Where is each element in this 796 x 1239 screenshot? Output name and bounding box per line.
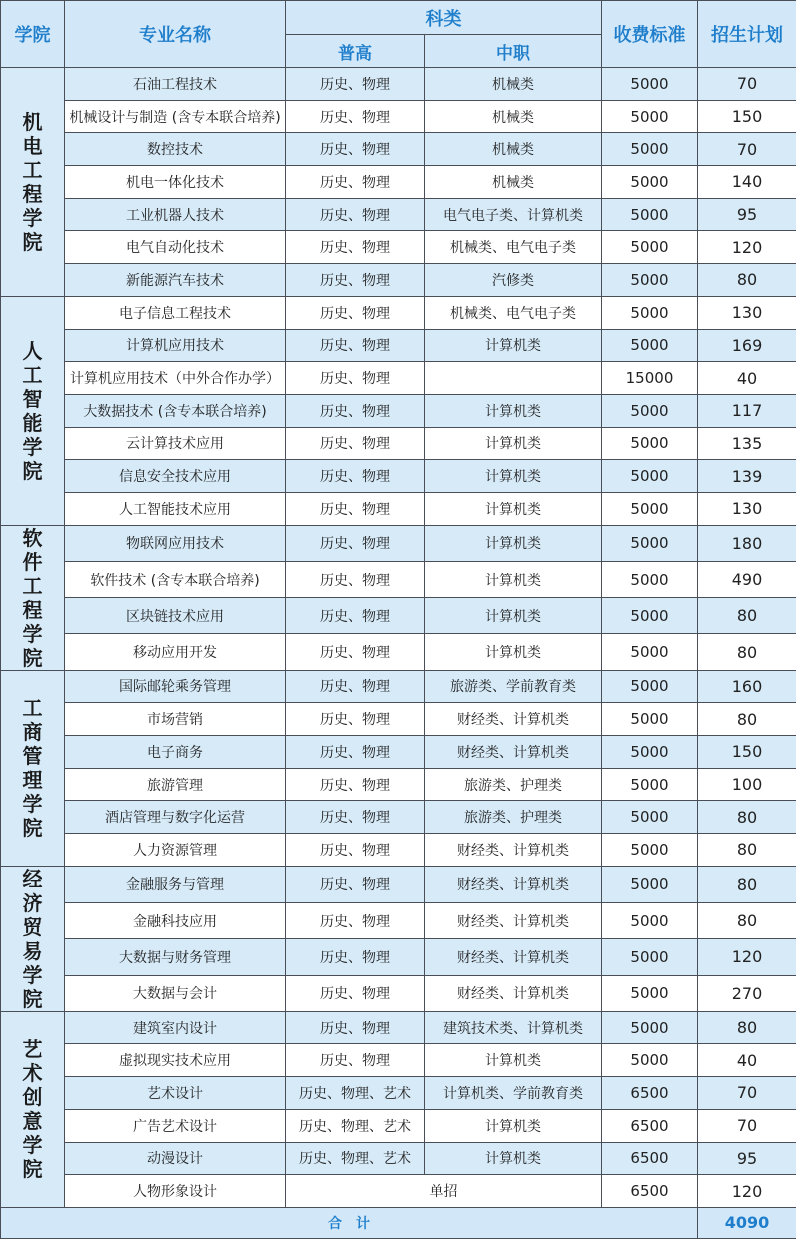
major-cell: 虚拟现实技术应用 <box>65 1044 286 1077</box>
total-label: 合 计 <box>1 1207 698 1238</box>
table-row <box>1 264 796 297</box>
plan-cell: 70 <box>698 1109 796 1142</box>
major-cell: 计算机应用技术（中外合作办学） <box>65 362 286 395</box>
general-subjects-cell: 历史、物理 <box>286 866 425 902</box>
table-row <box>1 1077 796 1110</box>
general-subjects-cell: 历史、物理 <box>286 394 425 427</box>
vocational-category-cell: 计算机类 <box>425 427 602 460</box>
table-row <box>1 634 796 670</box>
plan-cell: 490 <box>698 561 796 597</box>
vocational-category-cell: 计算机类 <box>425 1044 602 1077</box>
plan-cell: 130 <box>698 296 796 329</box>
table-row <box>1 492 796 525</box>
fee-cell: 5000 <box>602 939 698 975</box>
major-cell: 机械设计与制造 (含专本联合培养) <box>65 100 286 133</box>
plan-cell: 270 <box>698 975 796 1011</box>
fee-cell: 5000 <box>602 703 698 736</box>
plan-cell: 80 <box>698 598 796 634</box>
vocational-category-cell: 财经类、计算机类 <box>425 834 602 867</box>
major-cell: 电子商务 <box>65 736 286 769</box>
fee-cell: 5000 <box>602 1044 698 1077</box>
vocational-category-cell: 计算机类 <box>425 598 602 634</box>
table-row <box>1 903 796 939</box>
table-row <box>1 703 796 736</box>
general-subjects-cell: 历史、物理 <box>286 939 425 975</box>
major-cell: 新能源汽车技术 <box>65 264 286 297</box>
general-subjects-cell: 历史、物理 <box>286 703 425 736</box>
fee-cell: 5000 <box>602 264 698 297</box>
table-row <box>1 1044 796 1077</box>
fee-cell: 6500 <box>602 1142 698 1175</box>
fee-cell: 5000 <box>602 866 698 902</box>
fee-cell: 5000 <box>602 561 698 597</box>
major-cell: 人物形象设计 <box>65 1175 286 1208</box>
table-row <box>1 1142 796 1175</box>
table-row <box>1 1109 796 1142</box>
table-row <box>1 736 796 769</box>
table-row <box>1 231 796 264</box>
plan-cell: 169 <box>698 329 796 362</box>
major-header: 专业名称 <box>65 1 286 68</box>
fee-cell: 5000 <box>602 100 698 133</box>
general-subjects-cell: 历史、物理 <box>286 903 425 939</box>
plan-cell: 70 <box>698 1077 796 1110</box>
fee-cell: 5000 <box>602 492 698 525</box>
general-subjects-cell: 历史、物理 <box>286 975 425 1011</box>
general-subjects-cell: 历史、物理 <box>286 460 425 493</box>
plan-cell: 95 <box>698 198 796 231</box>
major-cell: 人工智能技术应用 <box>65 492 286 525</box>
college-name <box>1 670 65 866</box>
admission-type-cell: 单招 <box>286 1175 602 1208</box>
vocational-category-cell: 机械类 <box>425 133 602 166</box>
fee-cell: 5000 <box>602 1011 698 1044</box>
plan-cell: 40 <box>698 1044 796 1077</box>
fee-cell: 5000 <box>602 329 698 362</box>
vocational-category-cell: 财经类、计算机类 <box>425 703 602 736</box>
plan-cell: 95 <box>698 1142 796 1175</box>
plan-cell: 80 <box>698 834 796 867</box>
table-row <box>1 939 796 975</box>
college-name <box>1 1011 65 1207</box>
general-subjects-cell: 历史、物理、艺术 <box>286 1077 425 1110</box>
general-subjects-cell: 历史、物理 <box>286 166 425 199</box>
plan-cell: 130 <box>698 492 796 525</box>
general-subjects-cell: 历史、物理 <box>286 133 425 166</box>
fee-cell: 5000 <box>602 634 698 670</box>
fee-cell: 5000 <box>602 525 698 561</box>
college-name-text: 机电工程学院 <box>22 110 44 254</box>
major-cell: 金融科技应用 <box>65 903 286 939</box>
vocational-category-cell: 计算机类 <box>425 525 602 561</box>
fee-cell: 5000 <box>602 598 698 634</box>
plan-cell: 80 <box>698 1011 796 1044</box>
major-cell: 区块链技术应用 <box>65 598 286 634</box>
college-name <box>1 525 65 670</box>
fee-cell: 5000 <box>602 903 698 939</box>
table-body <box>1 68 796 1208</box>
plan-cell: 80 <box>698 264 796 297</box>
plan-cell: 40 <box>698 362 796 395</box>
plan-cell: 100 <box>698 768 796 801</box>
general-header: 普高 <box>286 35 425 68</box>
major-cell: 石油工程技术 <box>65 68 286 101</box>
plan-cell: 120 <box>698 939 796 975</box>
general-subjects-cell: 历史、物理、艺术 <box>286 1109 425 1142</box>
vocational-category-cell: 财经类、计算机类 <box>425 939 602 975</box>
table-row <box>1 561 796 597</box>
general-subjects-cell: 历史、物理 <box>286 100 425 133</box>
vocational-category-cell: 计算机类 <box>425 634 602 670</box>
general-subjects-cell: 历史、物理 <box>286 670 425 703</box>
general-subjects-cell: 历史、物理 <box>286 634 425 670</box>
college-name <box>1 296 65 525</box>
plan-cell: 160 <box>698 670 796 703</box>
vocational-category-cell: 财经类、计算机类 <box>425 975 602 1011</box>
major-cell: 大数据技术 (含专本联合培养) <box>65 394 286 427</box>
vocational-category-cell: 机械类、电气电子类 <box>425 231 602 264</box>
vocational-category-cell: 财经类、计算机类 <box>425 903 602 939</box>
fee-cell: 5000 <box>602 801 698 834</box>
college-name-text: 工商管理学院 <box>22 696 44 840</box>
general-subjects-cell: 历史、物理 <box>286 561 425 597</box>
fee-cell: 5000 <box>602 133 698 166</box>
table-row <box>1 866 796 902</box>
vocational-category-cell: 汽修类 <box>425 264 602 297</box>
plan-cell: 70 <box>698 133 796 166</box>
general-subjects-cell: 历史、物理、艺术 <box>286 1142 425 1175</box>
major-cell: 建筑室内设计 <box>65 1011 286 1044</box>
vocational-category-cell: 电气电子类、计算机类 <box>425 198 602 231</box>
major-cell: 国际邮轮乘务管理 <box>65 670 286 703</box>
table-row <box>1 1175 796 1208</box>
plan-cell: 120 <box>698 1175 796 1208</box>
general-subjects-cell: 历史、物理 <box>286 801 425 834</box>
table-row <box>1 670 796 703</box>
vocational-category-cell: 计算机类 <box>425 1142 602 1175</box>
major-cell: 大数据与财务管理 <box>65 939 286 975</box>
general-subjects-cell: 历史、物理 <box>286 198 425 231</box>
table-row <box>1 975 796 1011</box>
table-row <box>1 768 796 801</box>
major-cell: 酒店管理与数字化运营 <box>65 801 286 834</box>
general-subjects-cell: 历史、物理 <box>286 296 425 329</box>
vocational-category-cell: 旅游类、学前教育类 <box>425 670 602 703</box>
fee-cell: 5000 <box>602 427 698 460</box>
major-cell: 人力资源管理 <box>65 834 286 867</box>
table-row <box>1 329 796 362</box>
general-subjects-cell: 历史、物理 <box>286 231 425 264</box>
fee-cell: 5000 <box>602 68 698 101</box>
fee-cell: 5000 <box>602 834 698 867</box>
table-row <box>1 801 796 834</box>
fee-cell: 5000 <box>602 768 698 801</box>
major-cell: 艺术设计 <box>65 1077 286 1110</box>
major-cell: 电气自动化技术 <box>65 231 286 264</box>
fee-cell: 15000 <box>602 362 698 395</box>
fee-cell: 5000 <box>602 670 698 703</box>
plan-cell: 70 <box>698 68 796 101</box>
general-subjects-cell: 历史、物理 <box>286 264 425 297</box>
major-cell: 广告艺术设计 <box>65 1109 286 1142</box>
table-row <box>1 834 796 867</box>
vocational-header: 中职 <box>425 35 602 68</box>
vocational-category-cell: 计算机类 <box>425 561 602 597</box>
fee-cell: 5000 <box>602 166 698 199</box>
vocational-category-cell: 机械类 <box>425 166 602 199</box>
vocational-category-cell: 机械类 <box>425 68 602 101</box>
plan-cell: 150 <box>698 736 796 769</box>
fee-cell: 5000 <box>602 231 698 264</box>
college-name-text: 人工智能学院 <box>22 339 44 483</box>
table-row <box>1 598 796 634</box>
vocational-category-cell: 旅游类、护理类 <box>425 801 602 834</box>
plan-cell: 117 <box>698 394 796 427</box>
fee-cell: 5000 <box>602 394 698 427</box>
college-name-text: 经济贸易学院 <box>22 867 44 1011</box>
plan-cell: 120 <box>698 231 796 264</box>
college-header: 学院 <box>1 1 65 68</box>
college-name <box>1 866 65 1011</box>
major-cell: 金融服务与管理 <box>65 866 286 902</box>
table-row <box>1 100 796 133</box>
plan-cell: 80 <box>698 703 796 736</box>
fee-header: 收费标准 <box>602 1 698 68</box>
plan-cell: 80 <box>698 801 796 834</box>
college-name <box>1 68 65 297</box>
table-row <box>1 166 796 199</box>
vocational-category-cell: 计算机类 <box>425 492 602 525</box>
plan-cell: 80 <box>698 903 796 939</box>
general-subjects-cell: 历史、物理 <box>286 329 425 362</box>
plan-header: 招生计划 <box>698 1 796 68</box>
major-cell: 软件技术 (含专本联合培养) <box>65 561 286 597</box>
fee-cell: 6500 <box>602 1077 698 1110</box>
vocational-category-cell: 计算机类 <box>425 1109 602 1142</box>
vocational-category-cell: 旅游类、护理类 <box>425 768 602 801</box>
fee-cell: 5000 <box>602 975 698 1011</box>
table-row <box>1 362 796 395</box>
table-row <box>1 525 796 561</box>
fee-cell: 5000 <box>602 296 698 329</box>
major-cell: 机电一体化技术 <box>65 166 286 199</box>
major-cell: 物联网应用技术 <box>65 525 286 561</box>
table-row <box>1 460 796 493</box>
major-cell: 计算机应用技术 <box>65 329 286 362</box>
table-row <box>1 1011 796 1044</box>
general-subjects-cell: 历史、物理 <box>286 362 425 395</box>
plan-cell: 80 <box>698 634 796 670</box>
vocational-category-cell: 财经类、计算机类 <box>425 736 602 769</box>
general-subjects-cell: 历史、物理 <box>286 68 425 101</box>
vocational-category-cell: 财经类、计算机类 <box>425 866 602 902</box>
general-subjects-cell: 历史、物理 <box>286 834 425 867</box>
major-cell: 工业机器人技术 <box>65 198 286 231</box>
plan-cell: 180 <box>698 525 796 561</box>
major-cell: 动漫设计 <box>65 1142 286 1175</box>
general-subjects-cell: 历史、物理 <box>286 768 425 801</box>
general-subjects-cell: 历史、物理 <box>286 525 425 561</box>
vocational-category-cell: 机械类 <box>425 100 602 133</box>
vocational-category-cell <box>425 362 602 395</box>
general-subjects-cell: 历史、物理 <box>286 736 425 769</box>
vocational-category-cell: 机械类、电气电子类 <box>425 296 602 329</box>
major-cell: 移动应用开发 <box>65 634 286 670</box>
vocational-category-cell: 建筑技术类、计算机类 <box>425 1011 602 1044</box>
vocational-category-cell: 计算机类、学前教育类 <box>425 1077 602 1110</box>
table-row <box>1 198 796 231</box>
table-row <box>1 68 796 101</box>
vocational-category-cell: 计算机类 <box>425 394 602 427</box>
major-cell: 数控技术 <box>65 133 286 166</box>
table-row <box>1 296 796 329</box>
major-cell: 电子信息工程技术 <box>65 296 286 329</box>
major-cell: 旅游管理 <box>65 768 286 801</box>
general-subjects-cell: 历史、物理 <box>286 427 425 460</box>
plan-cell: 80 <box>698 866 796 902</box>
plan-cell: 150 <box>698 100 796 133</box>
fee-cell: 5000 <box>602 736 698 769</box>
general-subjects-cell: 历史、物理 <box>286 598 425 634</box>
fee-cell: 6500 <box>602 1175 698 1208</box>
vocational-category-cell: 计算机类 <box>425 460 602 493</box>
fee-cell: 6500 <box>602 1109 698 1142</box>
subject-group-header: 科类 <box>286 1 602 35</box>
major-cell: 大数据与会计 <box>65 975 286 1011</box>
total-value: 4090 <box>698 1207 796 1238</box>
major-cell: 信息安全技术应用 <box>65 460 286 493</box>
general-subjects-cell: 历史、物理 <box>286 1044 425 1077</box>
vocational-category-cell: 计算机类 <box>425 329 602 362</box>
table-row <box>1 394 796 427</box>
plan-cell: 140 <box>698 166 796 199</box>
fee-cell: 5000 <box>602 198 698 231</box>
major-cell: 市场营销 <box>65 703 286 736</box>
college-name-text: 艺术创意学院 <box>22 1037 44 1181</box>
major-cell: 云计算技术应用 <box>65 427 286 460</box>
table-row <box>1 427 796 460</box>
fee-cell: 5000 <box>602 460 698 493</box>
plan-cell: 139 <box>698 460 796 493</box>
general-subjects-cell: 历史、物理 <box>286 492 425 525</box>
table-row <box>1 133 796 166</box>
college-name-text: 软件工程学院 <box>22 526 44 670</box>
plan-cell: 135 <box>698 427 796 460</box>
general-subjects-cell: 历史、物理 <box>286 1011 425 1044</box>
